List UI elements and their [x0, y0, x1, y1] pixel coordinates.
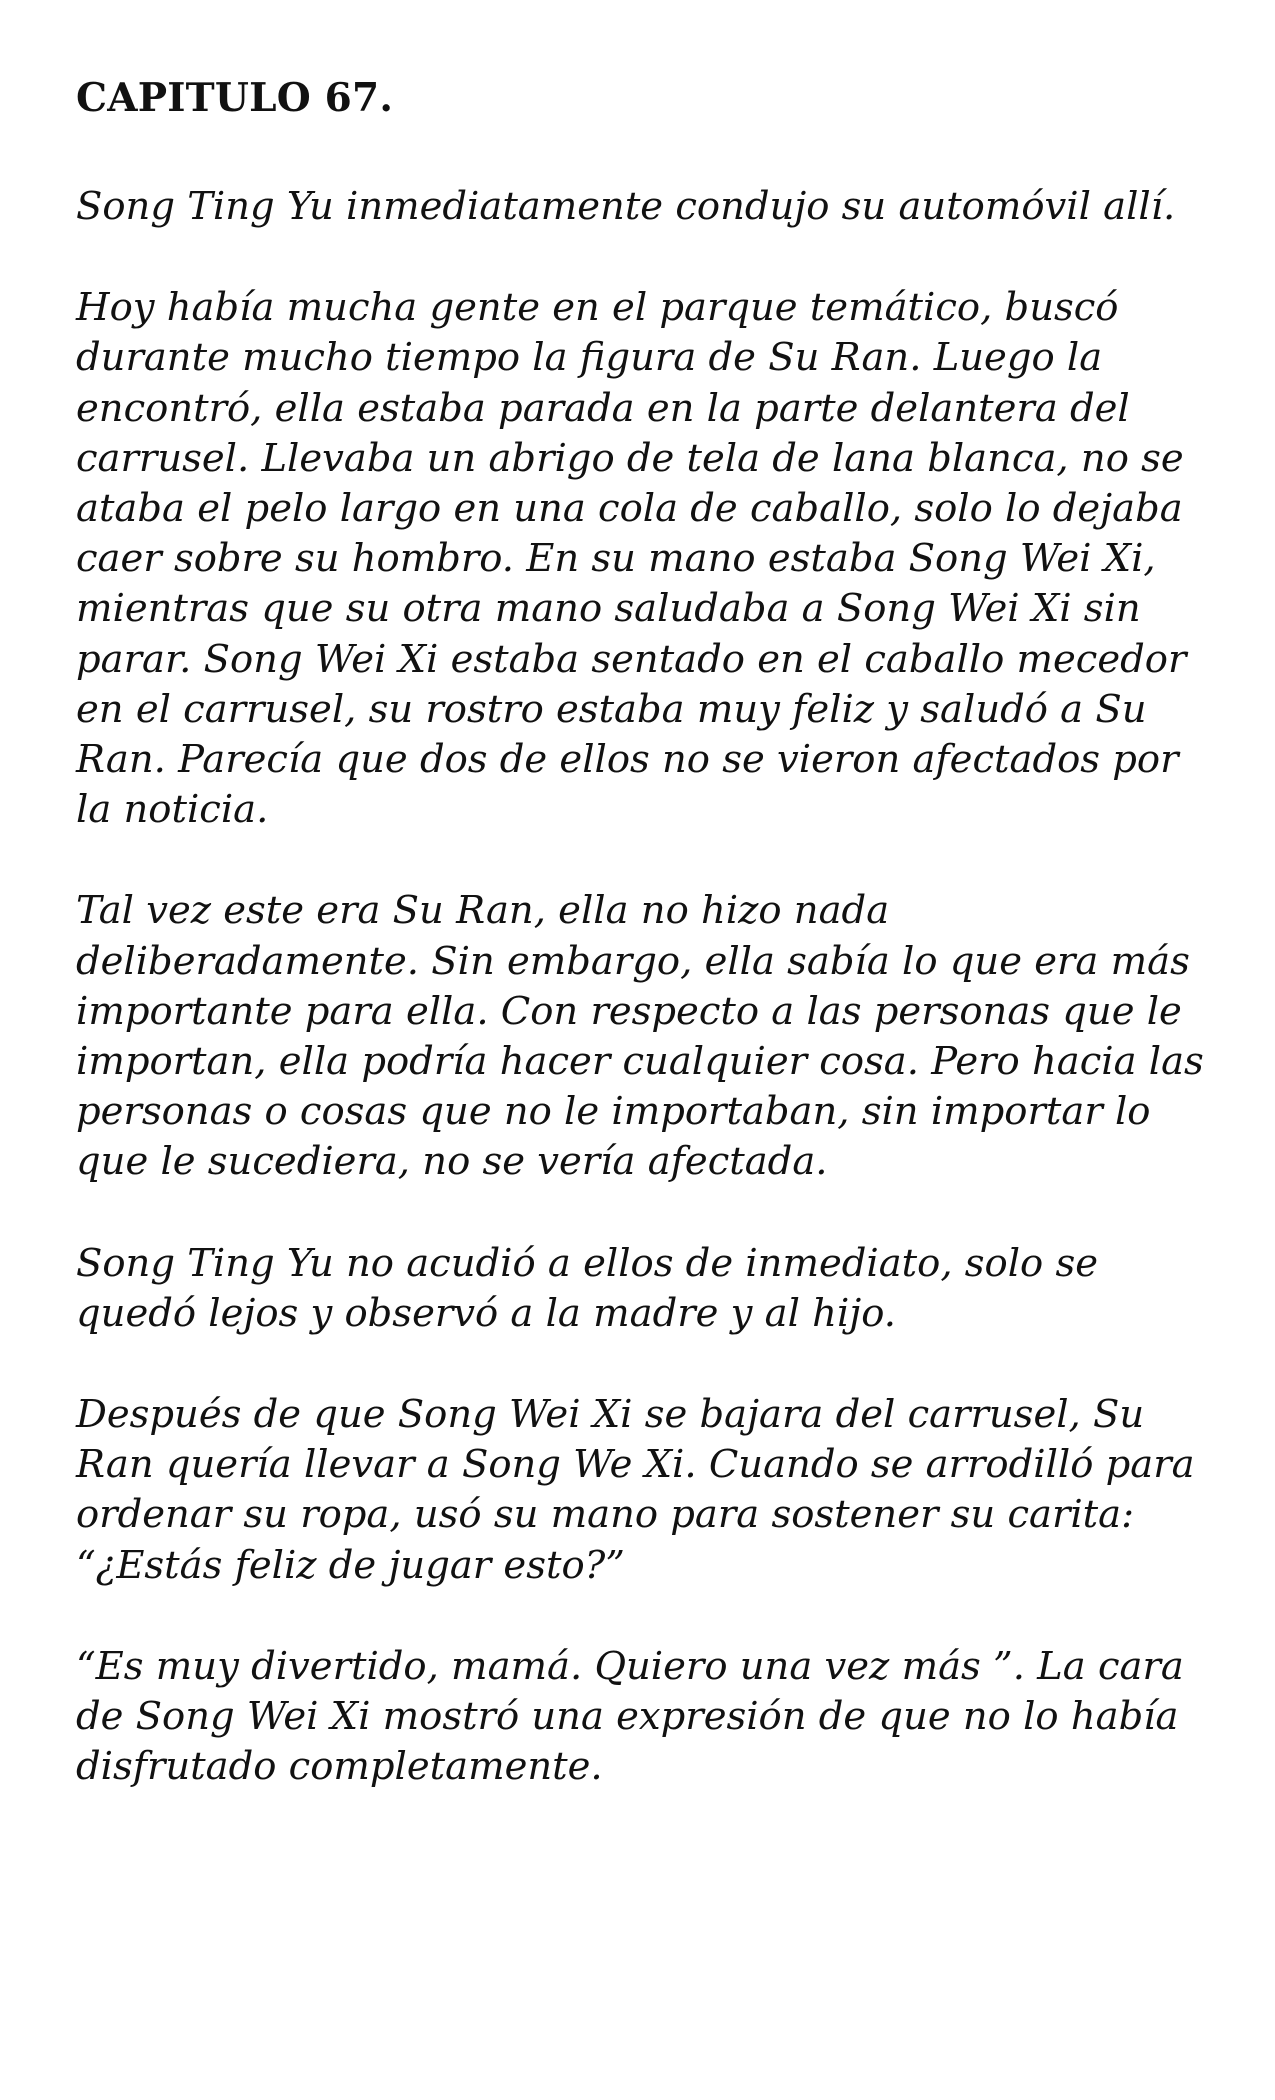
chapter-title: CAPITULO 67. [76, 75, 394, 121]
paragraph-1: Song Ting Yu inmediatamente condujo su automóvil allí. [76, 184, 1176, 229]
paragraph-2: Hoy había mucha gente en el parque temático, buscó durante mucho tiempo la figura de Su Ran. Luego la encontró, ella estaba parada en la parte delantera del carrusel. Llevaba un abrigo de tela de lana blanca, no se ataba el pelo largo en una cola de caballo, solo lo dejaba caer sobre su hombro. En su mano estaba Song Wei Xi, mientras que su otra mano saludaba a Song Wei Xi sin parar. Song Wei Xi estaba sentado en el caballo mecedor en el carrusel, su rostro estaba muy feliz y saludó a Su Ran. Parecía que dos de ellos no se vieron afectados por la noticia. [76, 285, 1187, 833]
paragraph-6: “Es muy divertido, mamá. Quiero una vez más ”. La cara de Song Wei Xi mostró una expresión de que no lo había disfrutado completamente. [76, 1643, 1184, 1790]
paragraph-3: Tal vez este era Su Ran, ella no hizo nada deliberadamente. Sin embargo, ella sabía lo que era más importante para ella. Con respecto a las personas que le importan, ella podría hacer cualquier cosa. Pero hacia las personas o cosas que no le importaban, sin importar lo que le sucediera, no se vería afectada. [76, 888, 1204, 1185]
document-page [76, 72, 1216, 1843]
paragraph-4: Song Ting Yu no acudió a ellos de inmediato, solo se quedó lejos y observó a la madre y al hijo. [76, 1240, 1098, 1336]
paragraph-5: Después de que Song Wei Xi se bajara del carrusel, Su Ran quería llevar a Song We Xi. Cuando se arrodilló para ordenar su ropa, usó su mano para sostener su carita: “¿Estás feliz de jugar esto?” [76, 1392, 1195, 1588]
